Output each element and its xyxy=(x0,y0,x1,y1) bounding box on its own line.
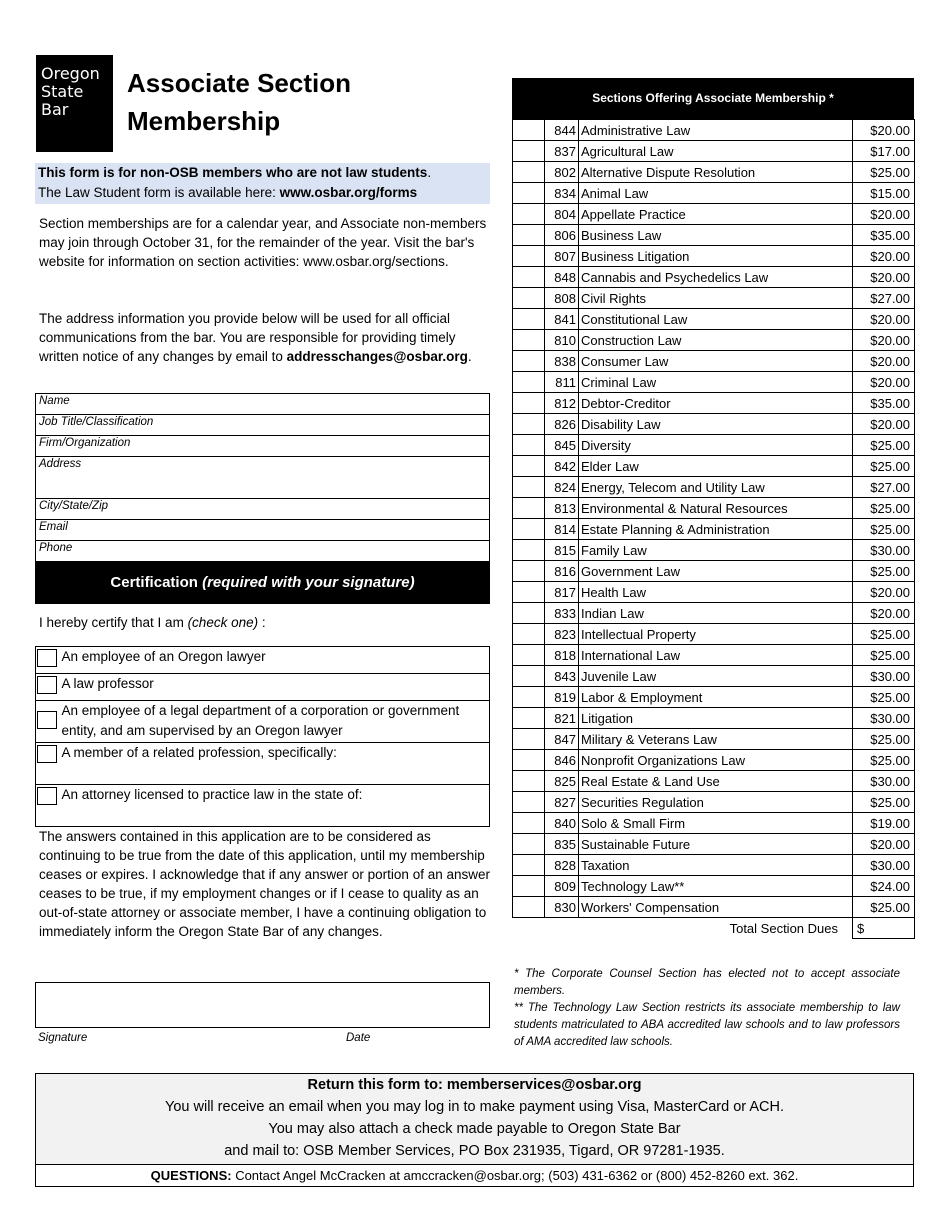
option-label: A law professor xyxy=(60,674,490,701)
section-name: Environmental & Natural Resources xyxy=(579,498,853,519)
section-name: Civil Rights xyxy=(579,288,853,309)
section-select-box[interactable] xyxy=(513,204,545,225)
footnote-corporate-counsel: * The Corporate Counsel Section has elected not to accept associate members. xyxy=(514,968,900,997)
footnote-technology-law: ** The Technology Law Section restricts its associate membership to law students matriculated to ABA accredited law schools and to law professors of AMA accredited law schools. xyxy=(514,1002,900,1048)
section-select-box[interactable] xyxy=(513,162,545,183)
section-row xyxy=(513,561,915,582)
section-dues: $25.00 xyxy=(853,498,915,519)
section-select-box[interactable] xyxy=(513,540,545,561)
section-code: 813 xyxy=(545,498,579,519)
section-select-box[interactable] xyxy=(513,414,545,435)
section-name: Elder Law xyxy=(579,456,853,477)
section-code: 809 xyxy=(545,876,579,897)
email-field[interactable]: Email xyxy=(36,520,490,541)
section-dues: $25.00 xyxy=(853,687,915,708)
section-dues: $25.00 xyxy=(853,561,915,582)
section-code: 835 xyxy=(545,834,579,855)
section-name: Debtor-Creditor xyxy=(579,393,853,414)
notice-period: . xyxy=(427,165,432,180)
section-row xyxy=(513,372,915,393)
section-dues: $20.00 xyxy=(853,603,915,624)
section-select-box[interactable] xyxy=(513,582,545,603)
notice-bold: This form is for non-OSB members who are not law students xyxy=(38,165,428,180)
total-dues-label: Total Section Dues xyxy=(729,920,838,936)
section-row xyxy=(513,414,915,435)
address-text: The address information you provide below will be used for all official communications from the bar. You are responsible for providing timely written notice of any changes by email to xyxy=(39,311,456,364)
section-name: Alternative Dispute Resolution xyxy=(579,162,853,183)
title-line-2: Membership xyxy=(127,106,281,136)
section-dues: $25.00 xyxy=(853,624,915,645)
certification-options xyxy=(35,646,490,827)
section-dues: $25.00 xyxy=(853,519,915,540)
section-row xyxy=(513,183,915,204)
section-dues: $35.00 xyxy=(853,225,915,246)
section-code: 808 xyxy=(545,288,579,309)
section-name: Energy, Telecom and Utility Law xyxy=(579,477,853,498)
section-code: 844 xyxy=(545,120,579,141)
section-row xyxy=(513,666,915,687)
section-row xyxy=(513,309,915,330)
section-select-box[interactable] xyxy=(513,456,545,477)
section-select-box[interactable] xyxy=(513,855,545,876)
logo-line: Oregon xyxy=(41,64,100,83)
section-select-box[interactable] xyxy=(513,330,545,351)
section-row xyxy=(513,267,915,288)
section-code: 815 xyxy=(545,540,579,561)
section-dues: $25.00 xyxy=(853,792,915,813)
section-name: Solo & Small Firm xyxy=(579,813,853,834)
logo-line: Bar xyxy=(41,100,69,119)
section-select-box[interactable] xyxy=(513,561,545,582)
section-name: Litigation xyxy=(579,708,853,729)
section-code: 811 xyxy=(545,372,579,393)
section-dues: $27.00 xyxy=(853,288,915,309)
employee-checkbox[interactable] xyxy=(37,649,57,667)
section-code: 812 xyxy=(545,393,579,414)
address-period: . xyxy=(467,349,472,364)
section-select-box[interactable] xyxy=(513,498,545,519)
date-label: Date xyxy=(346,1032,371,1044)
section-row xyxy=(513,162,915,183)
licensed-attorney-checkbox[interactable] xyxy=(37,787,57,805)
section-name: Family Law xyxy=(579,540,853,561)
address-field[interactable]: Address xyxy=(36,457,490,499)
section-row xyxy=(513,519,915,540)
firm-field[interactable]: Firm/Organization xyxy=(36,436,490,457)
city-state-zip-field[interactable]: City/State/Zip xyxy=(36,499,490,520)
section-name: Workers' Compensation xyxy=(579,897,853,918)
section-code: 837 xyxy=(545,141,579,162)
return-email-line: Return this form to: memberservices@osbar.org xyxy=(307,1077,642,1093)
section-row xyxy=(513,582,915,603)
certification-heading xyxy=(35,562,490,604)
section-row xyxy=(513,204,915,225)
section-row xyxy=(513,540,915,561)
section-select-box[interactable] xyxy=(513,624,545,645)
section-row xyxy=(513,687,915,708)
section-row xyxy=(513,330,915,351)
section-row xyxy=(513,603,915,624)
address-paragraph xyxy=(39,309,491,366)
section-name: Business Law xyxy=(579,225,853,246)
section-code: 806 xyxy=(545,225,579,246)
legal-department-checkbox[interactable] xyxy=(37,711,57,729)
section-row xyxy=(513,288,915,309)
check-line: You may also attach a check made payable to Oregon State Bar xyxy=(268,1121,681,1137)
section-name: Real Estate & Land Use xyxy=(579,771,853,792)
section-select-box[interactable] xyxy=(513,435,545,456)
section-code: 802 xyxy=(545,162,579,183)
sections-heading: Sections Offering Associate Membership * xyxy=(512,78,914,119)
section-name: Criminal Law xyxy=(579,372,853,393)
section-dues: $20.00 xyxy=(853,351,915,372)
section-select-box[interactable] xyxy=(513,876,545,897)
phone-field[interactable]: Phone xyxy=(36,541,490,562)
mail-address-line: and mail to: OSB Member Services, PO Box 231935, Tigard, OR 97281-1935. xyxy=(224,1143,725,1159)
section-code: 825 xyxy=(545,771,579,792)
section-code: 840 xyxy=(545,813,579,834)
section-row xyxy=(513,498,915,519)
section-name: Sustainable Future xyxy=(579,834,853,855)
certify-text: I hereby certify that I am xyxy=(39,615,188,630)
section-dues: $25.00 xyxy=(853,750,915,771)
osb-logo xyxy=(36,55,113,152)
section-name: Cannabis and Psychedelics Law xyxy=(579,267,853,288)
section-name: Labor & Employment xyxy=(579,687,853,708)
section-name: Construction Law xyxy=(579,330,853,351)
law-student-form-link[interactable]: www.osbar.org/forms xyxy=(279,185,418,200)
section-name: Business Litigation xyxy=(579,246,853,267)
section-dues: $25.00 xyxy=(853,435,915,456)
section-row xyxy=(513,456,915,477)
section-select-box[interactable] xyxy=(513,792,545,813)
title-line-1: Associate Section xyxy=(127,68,351,98)
section-select-box[interactable] xyxy=(513,834,545,855)
section-code: 833 xyxy=(545,603,579,624)
section-select-box[interactable] xyxy=(513,519,545,540)
section-row xyxy=(513,813,915,834)
section-select-box[interactable] xyxy=(513,750,545,771)
section-name: Indian Law xyxy=(579,603,853,624)
logo-line: State xyxy=(41,82,84,101)
option-label: A member of a related profession, specifically: xyxy=(60,743,490,785)
certify-colon: : xyxy=(258,615,266,630)
name-field[interactable]: Name xyxy=(36,394,490,415)
section-select-box[interactable] xyxy=(513,897,545,918)
section-row xyxy=(513,435,915,456)
section-row xyxy=(513,645,915,666)
section-name: Constitutional Law xyxy=(579,309,853,330)
section-code: 823 xyxy=(545,624,579,645)
section-select-box[interactable] xyxy=(513,708,545,729)
payment-line: You will receive an email when you may log in to make payment using Visa, MasterCard or ACH. xyxy=(165,1099,784,1115)
section-name: Nonprofit Organizations Law xyxy=(579,750,853,771)
section-code: 847 xyxy=(545,729,579,750)
section-code: 821 xyxy=(545,708,579,729)
section-dues: $20.00 xyxy=(853,372,915,393)
section-row xyxy=(513,834,915,855)
section-code: 818 xyxy=(545,645,579,666)
section-code: 807 xyxy=(545,246,579,267)
section-name: Diversity xyxy=(579,435,853,456)
section-name: Consumer Law xyxy=(579,351,853,372)
section-code: 810 xyxy=(545,330,579,351)
section-name: Administrative Law xyxy=(579,120,853,141)
section-row xyxy=(513,897,915,918)
related-profession-checkbox[interactable] xyxy=(37,745,57,763)
section-row xyxy=(513,792,915,813)
section-select-box[interactable] xyxy=(513,288,545,309)
section-dues: $30.00 xyxy=(853,855,915,876)
section-select-box[interactable] xyxy=(513,729,545,750)
section-row xyxy=(513,771,915,792)
section-code: 845 xyxy=(545,435,579,456)
section-dues: $20.00 xyxy=(853,330,915,351)
section-name: Technology Law** xyxy=(579,876,853,897)
section-code: 848 xyxy=(545,267,579,288)
section-row xyxy=(513,141,915,162)
section-dues: $20.00 xyxy=(853,582,915,603)
section-dues: $20.00 xyxy=(853,204,915,225)
section-select-box[interactable] xyxy=(513,645,545,666)
section-select-box[interactable] xyxy=(513,477,545,498)
certify-italic: (check one) xyxy=(187,615,259,630)
section-select-box[interactable] xyxy=(513,309,545,330)
option-label: An attorney licensed to practice law in the state of: xyxy=(60,785,490,827)
signature-box[interactable] xyxy=(35,982,490,1028)
section-select-box[interactable] xyxy=(513,141,545,162)
section-code: 841 xyxy=(545,309,579,330)
certification-heading-text: Certification xyxy=(110,574,203,591)
section-name: Animal Law xyxy=(579,183,853,204)
contact-info-table xyxy=(35,393,490,562)
section-code: 819 xyxy=(545,687,579,708)
continuing-obligation-statement: The answers contained in this application are to be considered as continuing to be true from the date of this application, until my membership ceases or expires. I acknowledge that if any answer or portion of an answer ceases to be true, if my employment changes or if I cease to quality as an out-of-state attorney or associate member, I have a continuing obligation to immediately inform the Oregon State Bar of any changes. xyxy=(39,829,490,939)
section-code: 817 xyxy=(545,582,579,603)
section-name: Government Law xyxy=(579,561,853,582)
section-row xyxy=(513,708,915,729)
section-code: 842 xyxy=(545,456,579,477)
section-select-box[interactable] xyxy=(513,666,545,687)
section-dues: $19.00 xyxy=(853,813,915,834)
section-row xyxy=(513,876,915,897)
section-row xyxy=(513,246,915,267)
page-title xyxy=(127,64,351,140)
section-name: Appellate Practice xyxy=(579,204,853,225)
section-select-box[interactable] xyxy=(513,393,545,414)
section-code: 824 xyxy=(545,477,579,498)
section-code: 843 xyxy=(545,666,579,687)
questions-contact: Contact Angel McCracken at amccracken@osbar.org; (503) 431-6362 or (800) 452-8260 ext. 362. xyxy=(231,1168,799,1183)
questions-label: QUESTIONS: xyxy=(150,1168,232,1183)
section-select-box[interactable] xyxy=(513,771,545,792)
section-select-box[interactable] xyxy=(513,120,545,141)
return-instructions xyxy=(35,1073,914,1187)
option-label: An employee of an Oregon lawyer xyxy=(60,647,490,674)
section-dues: $20.00 xyxy=(853,834,915,855)
law-professor-checkbox[interactable] xyxy=(37,676,57,694)
section-dues: $25.00 xyxy=(853,456,915,477)
section-name: Taxation xyxy=(579,855,853,876)
eligibility-notice xyxy=(35,163,490,204)
total-dues-field[interactable]: $ xyxy=(853,918,915,939)
section-code: 814 xyxy=(545,519,579,540)
section-row xyxy=(513,624,915,645)
section-row xyxy=(513,225,915,246)
section-row xyxy=(513,351,915,372)
section-dues: $27.00 xyxy=(853,477,915,498)
section-dues: $25.00 xyxy=(853,729,915,750)
section-select-box[interactable] xyxy=(513,603,545,624)
section-code: 827 xyxy=(545,792,579,813)
section-name: International Law xyxy=(579,645,853,666)
certification-heading-italic: (required with your signature) xyxy=(202,574,415,591)
job-title-field[interactable]: Job Title/Classification xyxy=(36,415,490,436)
section-code: 826 xyxy=(545,414,579,435)
footnotes xyxy=(514,966,900,1051)
section-name: Intellectual Property xyxy=(579,624,853,645)
section-select-box[interactable] xyxy=(513,372,545,393)
section-name: Health Law xyxy=(579,582,853,603)
section-dues: $30.00 xyxy=(853,666,915,687)
section-code: 804 xyxy=(545,204,579,225)
section-dues: $30.00 xyxy=(853,771,915,792)
section-dues: $20.00 xyxy=(853,246,915,267)
section-select-box[interactable] xyxy=(513,246,545,267)
section-name: Juvenile Law xyxy=(579,666,853,687)
section-name: Agricultural Law xyxy=(579,141,853,162)
option-label: An employee of a legal department of a corporation or government entity, and am supervised by an Oregon lawyer xyxy=(60,701,490,743)
section-name: Securities Regulation xyxy=(579,792,853,813)
section-code: 828 xyxy=(545,855,579,876)
section-dues: $17.00 xyxy=(853,141,915,162)
sections-table xyxy=(512,119,915,939)
section-select-box[interactable] xyxy=(513,225,545,246)
section-name: Military & Veterans Law xyxy=(579,729,853,750)
section-row xyxy=(513,477,915,498)
section-code: 834 xyxy=(545,183,579,204)
section-row xyxy=(513,750,915,771)
section-dues: $25.00 xyxy=(853,897,915,918)
signature-label: Signature xyxy=(38,1032,88,1044)
notice-text: The Law Student form is available here: xyxy=(38,185,280,200)
section-dues: $35.00 xyxy=(853,393,915,414)
section-code: 816 xyxy=(545,561,579,582)
section-dues: $30.00 xyxy=(853,540,915,561)
section-row xyxy=(513,393,915,414)
section-select-box[interactable] xyxy=(513,351,545,372)
section-dues: $20.00 xyxy=(853,120,915,141)
section-row xyxy=(513,729,915,750)
section-code: 838 xyxy=(545,351,579,372)
section-dues: $20.00 xyxy=(853,267,915,288)
section-dues: $30.00 xyxy=(853,708,915,729)
section-code: 830 xyxy=(545,897,579,918)
section-code: 846 xyxy=(545,750,579,771)
questions-line xyxy=(36,1164,913,1186)
section-select-box[interactable] xyxy=(513,813,545,834)
certify-prompt xyxy=(39,615,266,630)
section-dues: $15.00 xyxy=(853,183,915,204)
section-select-box[interactable] xyxy=(513,687,545,708)
total-row xyxy=(513,918,915,939)
section-row xyxy=(513,120,915,141)
section-dues: $20.00 xyxy=(853,414,915,435)
address-changes-email[interactable]: addresschanges@osbar.org xyxy=(286,349,468,364)
section-dues: $25.00 xyxy=(853,162,915,183)
section-dues: $20.00 xyxy=(853,309,915,330)
section-name: Estate Planning & Administration xyxy=(579,519,853,540)
section-dues: $24.00 xyxy=(853,876,915,897)
section-row xyxy=(513,855,915,876)
section-select-box[interactable] xyxy=(513,183,545,204)
section-select-box[interactable] xyxy=(513,267,545,288)
section-name: Disability Law xyxy=(579,414,853,435)
intro-paragraph: Section memberships are for a calendar year, and Associate non-members may join through October 31, for the remainder of the year. Visit the bar's website for information on section activities: www.osbar.org/sections. xyxy=(39,216,487,269)
section-dues: $25.00 xyxy=(853,645,915,666)
